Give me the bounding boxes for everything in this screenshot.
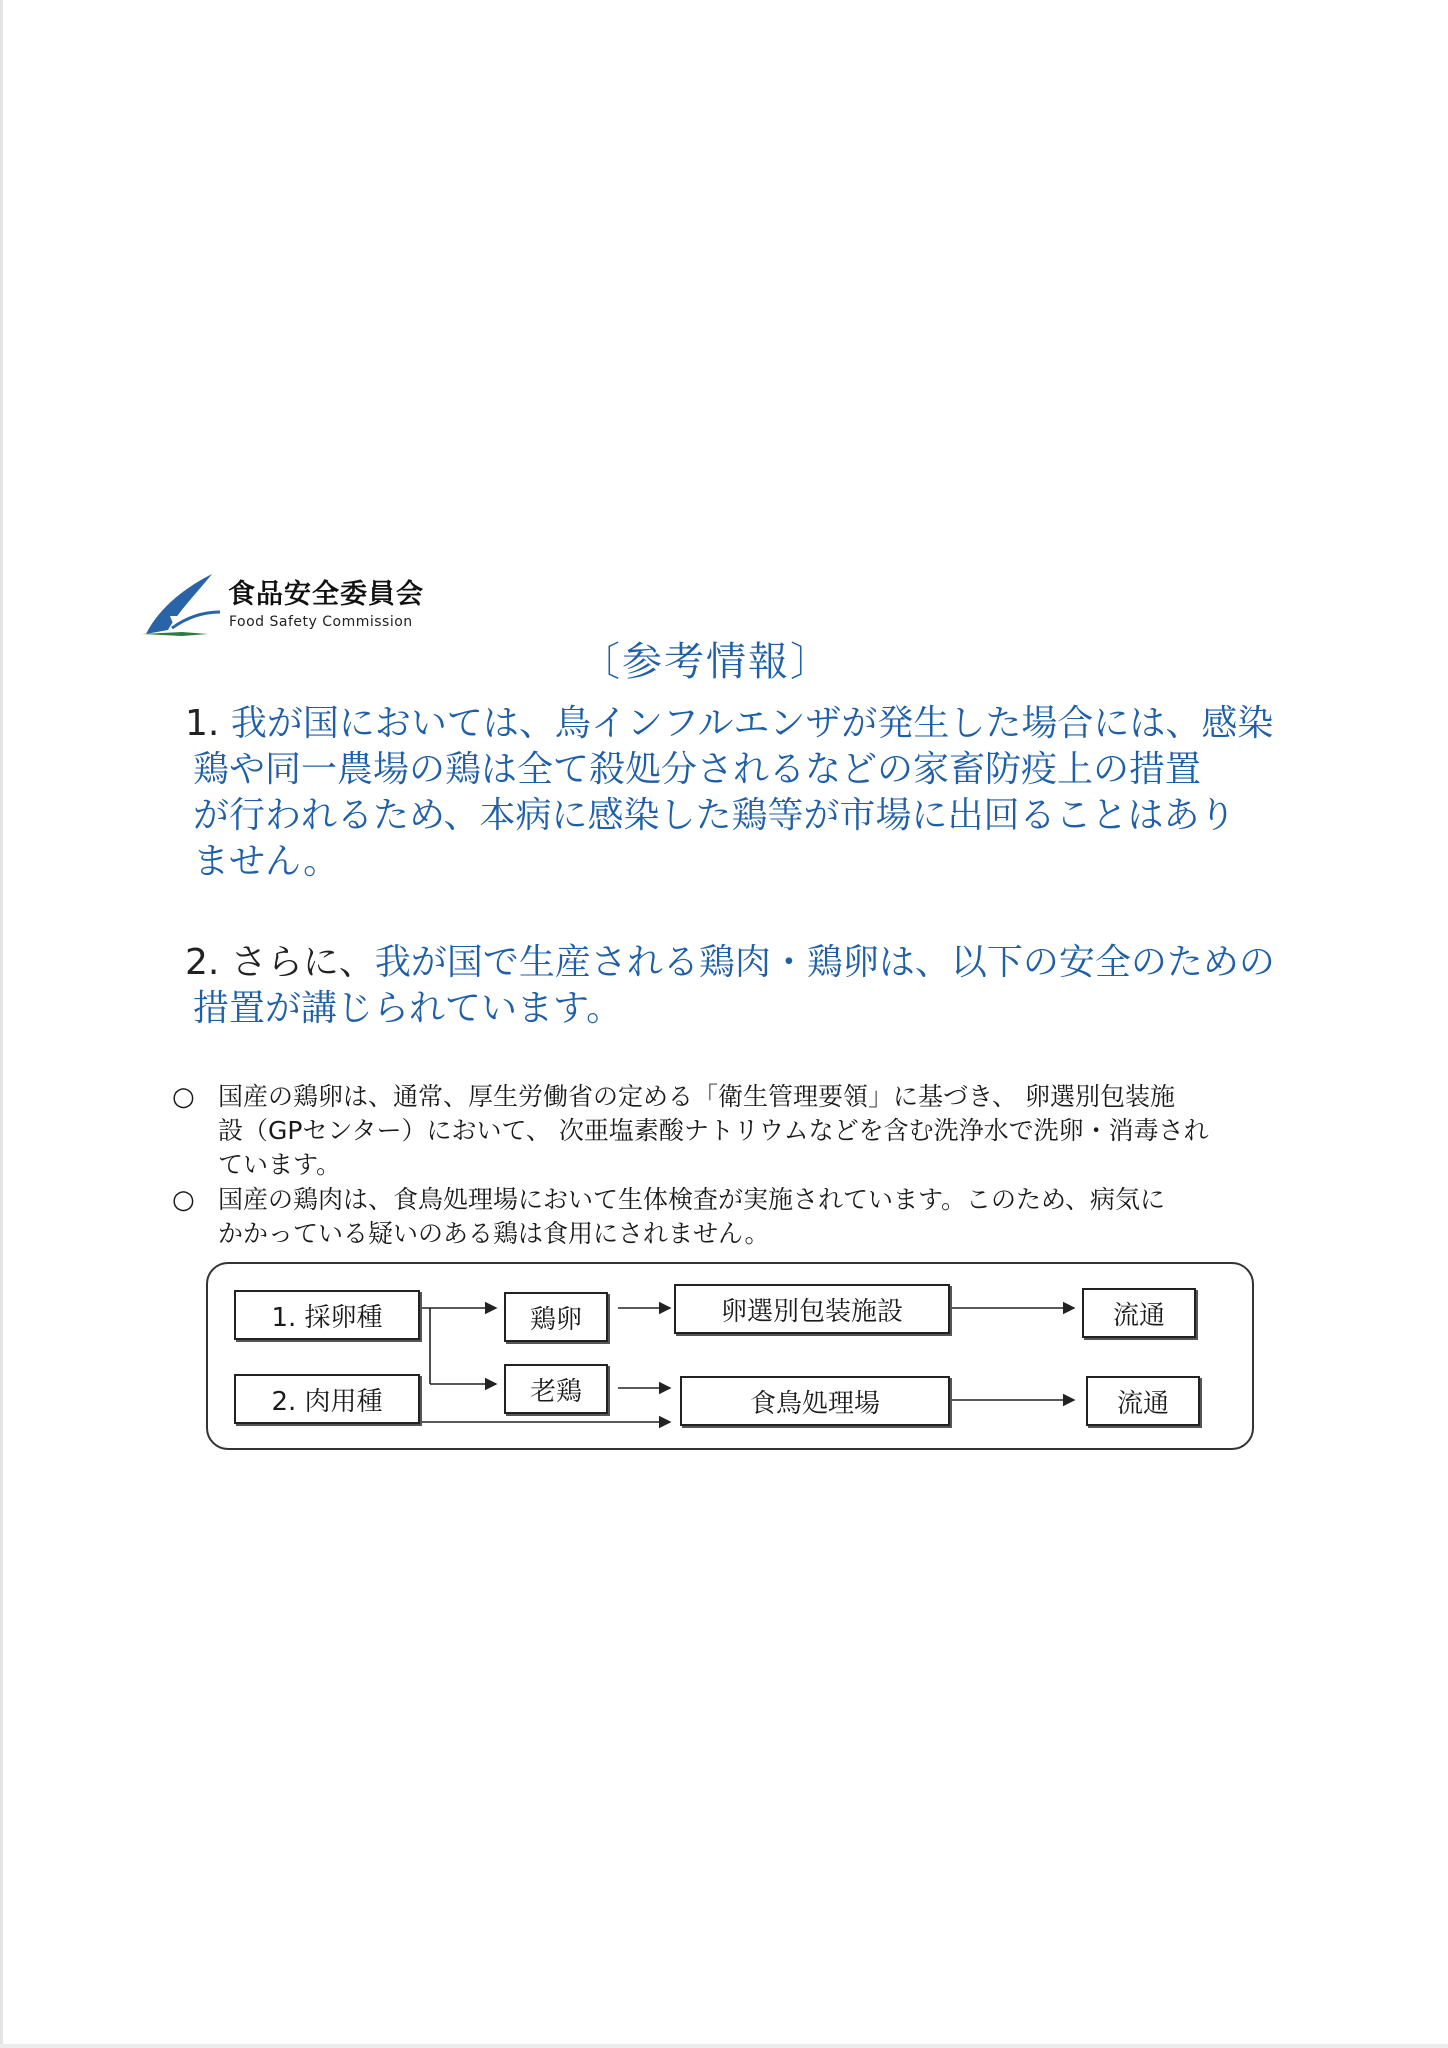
- page-title: 〔参考情報〕: [580, 639, 832, 685]
- item-number: 1.: [185, 703, 220, 744]
- box-old-hen: 老鶏: [504, 1364, 608, 1414]
- fsc-leaf-icon: [142, 572, 232, 638]
- item-number: 2.: [185, 942, 220, 983]
- item-line: ません。: [193, 841, 340, 882]
- scan-edge-bottom: [0, 2044, 1448, 2048]
- logo-name-ja: 食品安全委員会: [228, 579, 424, 610]
- bullet-line: かかっている疑いのある鶏は食用にされません。: [218, 1219, 770, 1248]
- box-egg: 鶏卵: [504, 1292, 608, 1342]
- item-line: 措置が講じられています。: [193, 988, 623, 1029]
- bullet-line: ています。: [218, 1150, 342, 1179]
- bullet-line: 国産の鶏肉は、食鳥処理場において生体検査が実施されています。このため、病気に: [218, 1185, 1166, 1214]
- info-item-2: [185, 940, 1315, 1032]
- item-line: 我が国においては、鳥インフルエンザが発生した場合には、感染: [230, 703, 1274, 744]
- bullet-line: 国産の鶏卵は、通常、厚生労働省の定める「衛生管理要領」に基づき、 卵選別包装施: [218, 1082, 1175, 1111]
- box-gp-center: 卵選別包装施設: [674, 1284, 950, 1334]
- item-line: 鶏や同一農場の鶏は全て殺処分されるなどの家畜防疫上の措置: [193, 749, 1202, 790]
- item-line: が行われるため、本病に感染した鶏等が市場に出回ることはあり: [193, 795, 1236, 836]
- box-broiler-breed: 2. 肉用種: [234, 1374, 420, 1424]
- box-layer-breed: 1. 採卵種: [234, 1290, 420, 1340]
- bullet-line: 設（GPセンター）において、 次亜塩素酸ナトリウムなどを含む洗浄水で洗卵・消毒され: [218, 1116, 1209, 1145]
- circle-bullet-icon: ○: [172, 1082, 195, 1112]
- circle-bullet-icon: ○: [172, 1185, 195, 1215]
- box-poultry-plant: 食鳥処理場: [680, 1376, 950, 1426]
- item-line: 我が国で生産される鶏肉・鶏卵は、以下の安全のための: [374, 942, 1275, 983]
- item-lead: さらに、: [230, 942, 375, 983]
- scan-edge-left: [0, 0, 3, 2048]
- box-distribution-meat: 流通: [1086, 1376, 1200, 1426]
- fsc-logo: [142, 572, 462, 642]
- logo-name-en: Food Safety Commission: [229, 614, 413, 630]
- poultry-flow-diagram: [206, 1262, 1254, 1450]
- info-item-1: [185, 701, 1315, 885]
- box-distribution-eggs: 流通: [1082, 1288, 1196, 1338]
